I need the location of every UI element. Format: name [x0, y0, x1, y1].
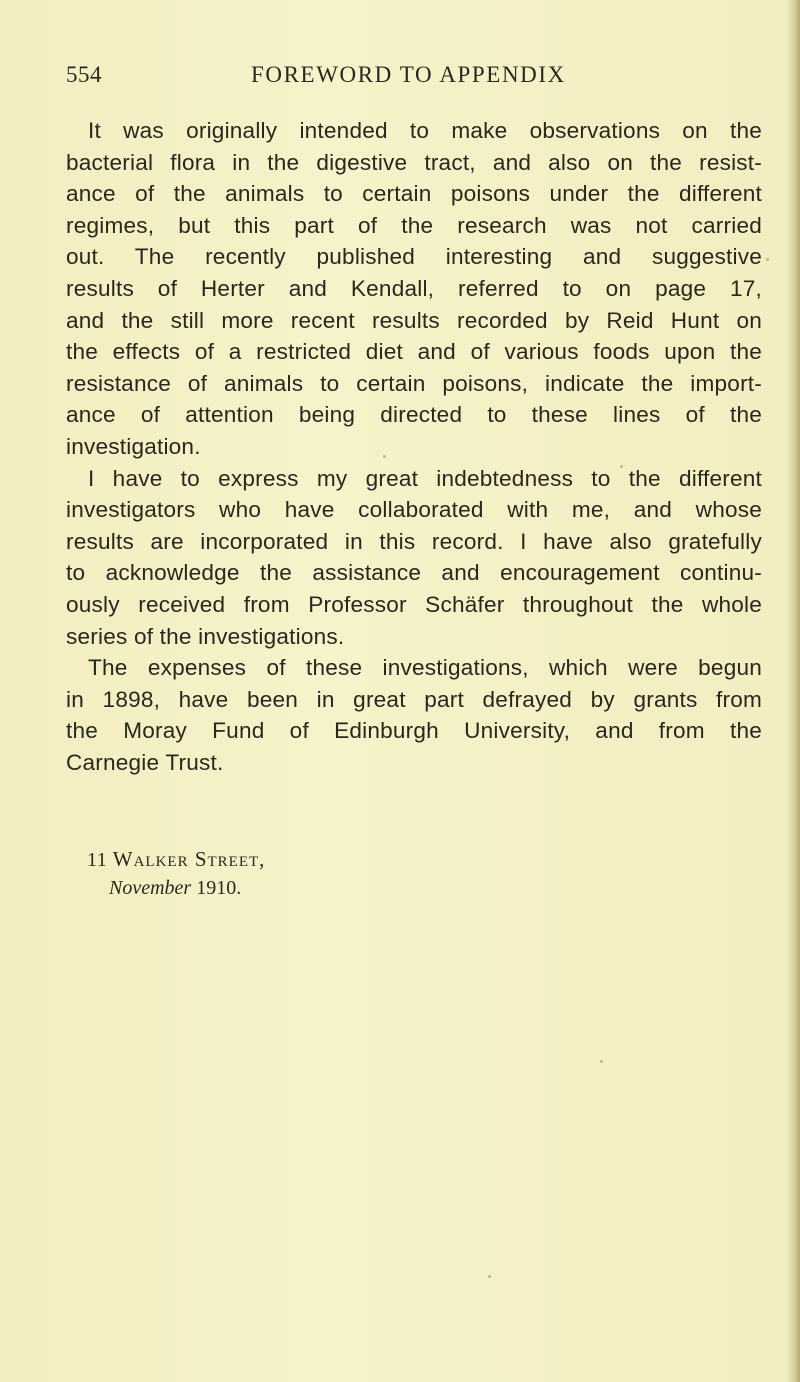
text-line: to acknowledge the assistance and encouragement continu- [66, 560, 762, 586]
paper-speck [600, 1060, 603, 1063]
paper-speck [488, 1275, 491, 1278]
text-line: ously received from Professor Schäfer throughout the whole [66, 591, 762, 617]
text-line: out. The recently published interesting and suggestive [66, 244, 762, 270]
text-line: investigation. [66, 433, 201, 459]
running-head: FOREWORD TO APPENDIX [251, 62, 566, 87]
signoff [87, 845, 265, 902]
paragraph-2 [66, 463, 762, 653]
text-line: The expenses of these investigations, which were begun [88, 655, 762, 681]
text-line: bacterial flora in the digestive tract, and also on the resist- [66, 149, 762, 175]
page-edge-shadow [786, 0, 800, 1382]
text-line: ance of the animals to certain poisons under the different [66, 181, 762, 207]
body-text [66, 115, 762, 778]
text-line: Carnegie Trust. [66, 749, 224, 775]
text-line: investigators who have collaborated with me, and whose [66, 497, 762, 523]
text-line: I have to express my great indebtedness to the different [88, 465, 762, 491]
paragraph-3 [66, 652, 762, 778]
street-number: 11 [87, 849, 108, 871]
paper-speck [383, 455, 386, 458]
text-line: and the still more recent results recorded by Reid Hunt on [66, 307, 762, 333]
text-line: the effects of a restricted diet and of various foods upon the [66, 339, 762, 365]
text-line: regimes, but this part of the research was not carried [66, 212, 762, 238]
text-line: It was originally intended to make observations on the [88, 118, 762, 143]
page-header [66, 62, 752, 92]
address-line [87, 845, 265, 874]
text-line: resistance of animals to certain poisons, indicate the import- [66, 370, 762, 396]
text-line: series of the investigations. [66, 623, 345, 649]
date-month: November [109, 877, 192, 899]
text-line: results of Herter and Kendall, referred to on page 17, [66, 275, 762, 301]
street-name: Walker Street, [112, 847, 266, 871]
text-line: ance of attention being directed to these lines of the [66, 402, 762, 428]
date-line [87, 874, 265, 902]
date-year: 1910. [196, 877, 242, 899]
paragraph-1 [66, 115, 762, 463]
page-number: 554 [66, 62, 102, 87]
paper-speck [766, 258, 769, 261]
text-line: results are incorporated in this record. I have also gratefully [66, 528, 762, 554]
text-line: the Moray Fund of Edinburgh University, and from the [66, 718, 762, 744]
paper-speck [620, 465, 623, 468]
text-line: in 1898, have been in great part defrayed by grants from [66, 686, 762, 712]
